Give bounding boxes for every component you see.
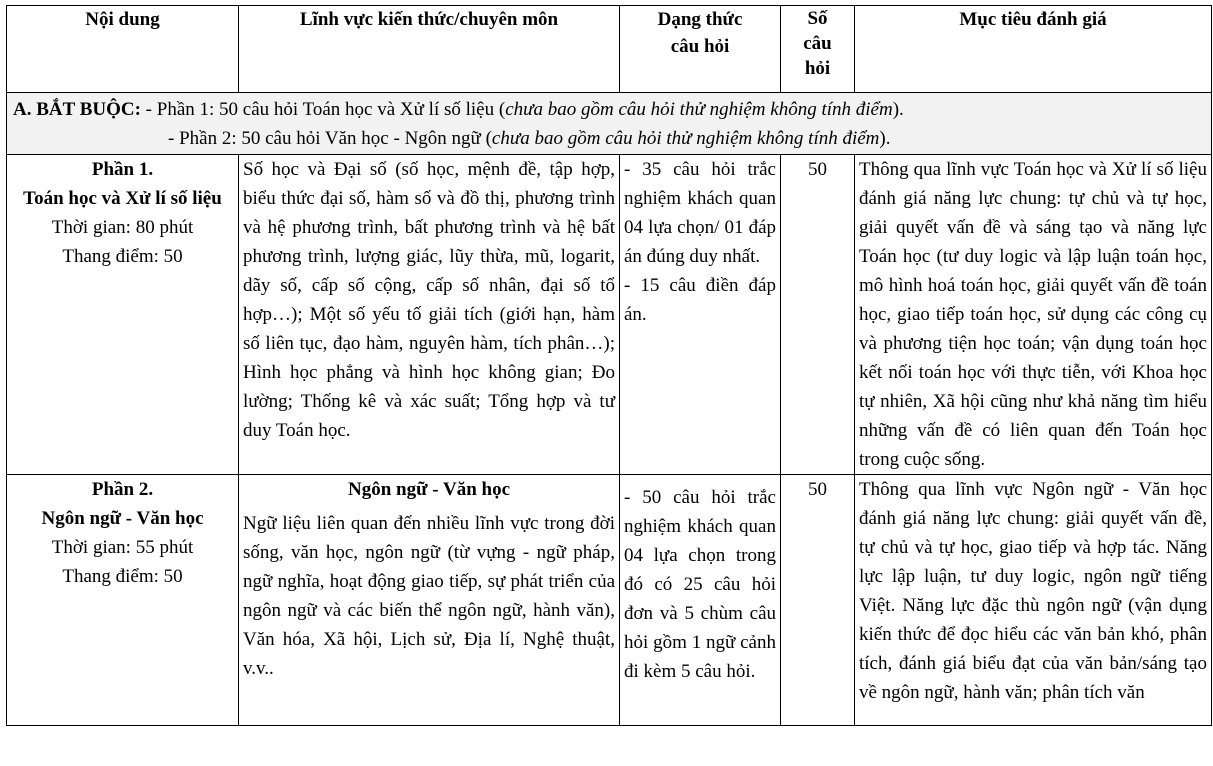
header-row bbox=[7, 6, 1212, 93]
count-cell: 50 bbox=[781, 155, 855, 475]
goal-cell bbox=[855, 155, 1212, 475]
format-item-1: - 50 câu hỏi trắc nghiệm khách quan 04 lựa chọn trong đó có 25 câu hỏi đơn và 5 chùm câu hỏi gồm 1 ngữ cảnh đi kèm 5 câu hỏi. bbox=[624, 487, 776, 682]
part-title: Phần 1. bbox=[91, 159, 154, 180]
part-cell bbox=[7, 475, 239, 726]
format-item-2: - 15 câu điền đáp án. bbox=[624, 275, 776, 325]
part-name: Toán học và Xử lí số liệu bbox=[23, 188, 222, 209]
section-line-2 bbox=[13, 124, 1207, 153]
field-text: Ngữ liệu liên quan đến nhiều lĩnh vực trong đời sống, văn học, ngôn ngữ (từ vựng - ngữ pháp, ngữ nghĩa, hoạt động giao tiếp, sự phát triển của ngôn ngữ và các biến thể ngôn ngữ, hành văn), Văn hóa, Xã hội, Lịch sử, Địa lí, Nghệ thuật, v.v.. bbox=[243, 513, 615, 679]
format-item-1: - 35 câu hỏi trắc nghiệm khách quan 04 lựa chọn/ 01 đáp án đúng duy nhất. bbox=[624, 159, 776, 267]
table-row bbox=[7, 475, 1212, 726]
part-time: Thời gian: 80 phút bbox=[51, 217, 194, 238]
header-count-line1: Số bbox=[807, 8, 828, 29]
part-time: Thời gian: 55 phút bbox=[51, 537, 194, 558]
count-cell: 50 bbox=[781, 475, 855, 726]
section-line1-note: chưa bao gồm câu hỏi thử nghiệm không tính điểm bbox=[505, 99, 893, 120]
format-cell bbox=[620, 475, 781, 726]
part-score: Thang điểm: 50 bbox=[62, 246, 183, 267]
part-cell bbox=[7, 155, 239, 475]
section-label: A. BẮT BUỘC: bbox=[13, 99, 141, 120]
part-score: Thang điểm: 50 bbox=[62, 566, 183, 587]
header-format bbox=[620, 6, 781, 93]
header-count-line2: câu bbox=[803, 33, 832, 54]
section-line1-end: ). bbox=[892, 99, 904, 120]
goal-text: Thông qua lĩnh vực Toán học và Xử lí số liệu đánh giá năng lực chung: tự chủ và tự học, giải quyết vấn đề và sáng tạo và năng lực Toán học (tư duy logic và lập luận toán học, mô hình hoá toán học, giải quyết vấn đề toán học, giao tiếp toán học, sử dụng các công cụ và phương tiện học toán; vận dụng toán học kết nối toán học với thực tiễn, với Khoa học tự nhiên, Xã hội cũng như khả năng tìm hiểu những vấn đề có liên quan đến Toán học trong cuộc sống. bbox=[859, 159, 1207, 470]
part-title: Phần 2. bbox=[91, 479, 154, 500]
header-goal: Mục tiêu đánh giá bbox=[855, 6, 1212, 93]
part-name: Ngôn ngữ - Văn học bbox=[41, 508, 204, 529]
header-format-line2: câu hỏi bbox=[670, 36, 730, 57]
header-format-line1: Dạng thức bbox=[657, 9, 743, 30]
header-field: Lĩnh vực kiến thức/chuyên môn bbox=[239, 6, 620, 93]
format-cell bbox=[620, 155, 781, 475]
section-cell bbox=[7, 93, 1212, 155]
header-count bbox=[781, 6, 855, 93]
field-cell bbox=[239, 475, 620, 726]
section-line1-text: - Phần 1: 50 câu hỏi Toán học và Xử lí số liệu ( bbox=[140, 99, 506, 120]
section-line2-end: ). bbox=[879, 128, 891, 149]
section-line-1 bbox=[13, 95, 1207, 124]
field-text: Số học và Đại số (số học, mệnh đề, tập hợp, biểu thức đại số, hàm số và đồ thị, phương trình và hệ phương trình, bất phương trình và hệ bất phương trình, lượng giác, lũy thừa, mũ, logarit, dãy số, cấp số cộng, cấp số nhân, đại số tổ hợp…); Một số yếu tố giải tích (giới hạn, hàm số liên tục, đạo hàm, nguyên hàm, tích phân…); Hình học phẳng và hình học không gian; Đo lường; Thống kê và xác suất; Tổng hợp và tư duy Toán học. bbox=[243, 159, 615, 441]
section-row bbox=[7, 93, 1212, 155]
goal-text: Thông qua lĩnh vực Ngôn ngữ - Văn học đánh giá năng lực chung: giải quyết vấn đề, tự chủ và tự học, giao tiếp và hợp tác. Năng lực lập luận, tư duy logic, ngôn ngữ tiếng Việt. Năng lực đặc thù ngôn ngữ (vận dụng kiến thức để đọc hiểu các văn bản khó, phân tích, đánh giá biểu đạt của văn bản/sáng tạo về ngôn ngữ, hành văn; phân tích văn bbox=[859, 479, 1207, 703]
header-content: Nội dung bbox=[7, 6, 239, 93]
exam-structure-table bbox=[6, 5, 1212, 726]
field-heading: Ngôn ngữ - Văn học bbox=[347, 479, 511, 500]
header-count-line3: hỏi bbox=[804, 58, 831, 79]
table-row bbox=[7, 155, 1212, 475]
section-line2-note: chưa bao gồm câu hỏi thử nghiệm không tính điểm bbox=[491, 128, 880, 149]
section-line2-text: - Phần 2: 50 câu hỏi Văn học - Ngôn ngữ ( bbox=[168, 128, 492, 149]
goal-cell bbox=[855, 475, 1212, 726]
field-cell bbox=[239, 155, 620, 475]
